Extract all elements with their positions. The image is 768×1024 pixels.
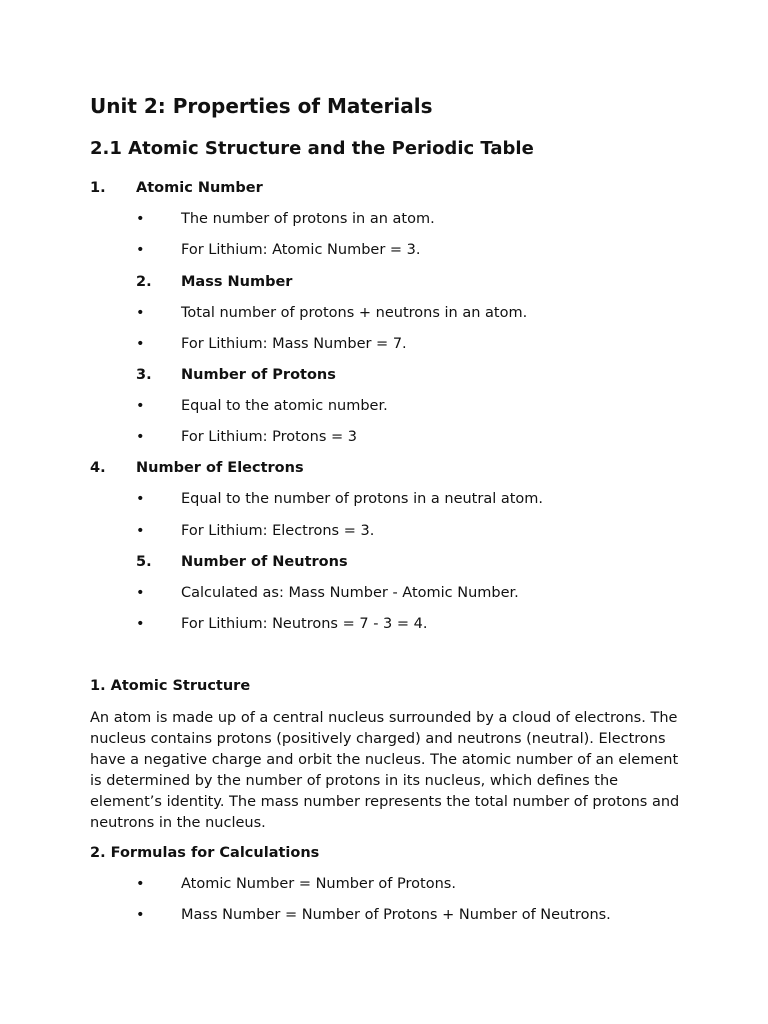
- bullet-icon: •: [136, 585, 145, 601]
- bullet-icon: •: [136, 242, 145, 258]
- item-label: Number of Protons: [181, 367, 336, 383]
- item-number: 2.: [136, 274, 152, 290]
- section-heading-atomic-structure: 1. Atomic Structure: [90, 678, 251, 694]
- bullet-icon: •: [136, 336, 145, 352]
- bullet-icon: •: [136, 523, 145, 539]
- bullet-icon: •: [136, 429, 145, 445]
- bullet-text: The number of protons in an atom.: [181, 211, 435, 227]
- bullet-icon: •: [136, 398, 145, 414]
- bullet-icon: •: [136, 616, 145, 632]
- item-number: 1.: [90, 180, 106, 196]
- bullet-text: Equal to the atomic number.: [181, 398, 388, 414]
- section-subtitle: 2.1 Atomic Structure and the Periodic Table: [90, 138, 534, 159]
- item-label: Number of Electrons: [136, 460, 304, 476]
- bullet-icon: •: [136, 305, 145, 321]
- item-label: Atomic Number: [136, 180, 263, 196]
- bullet-text: For Lithium: Protons = 3: [181, 429, 357, 445]
- page-title: Unit 2: Properties of Materials: [90, 94, 433, 118]
- atomic-structure-paragraph: An atom is made up of a central nucleus surrounded by a cloud of electrons. The nucleus contains protons (positively charged) and neutrons (neutral). Electrons have a negative charge and orbit the nucleus. The atomic number of an element is determined by the number of protons in its nucleus, which defines the element’s identity. The mass number represents the total number of protons and neutrons in the nucleus.: [90, 710, 680, 831]
- bullet-icon: •: [136, 491, 145, 507]
- item-number: 4.: [90, 460, 106, 476]
- bullet-text: Total number of protons + neutrons in an atom.: [181, 305, 528, 321]
- item-number: 5.: [136, 554, 152, 570]
- bullet-text: Calculated as: Mass Number - Atomic Number.: [181, 585, 519, 601]
- bullet-text: For Lithium: Neutrons = 7 - 3 = 4.: [181, 616, 428, 632]
- bullet-text: Mass Number = Number of Protons + Number of Neutrons.: [181, 907, 611, 923]
- bullet-icon: •: [136, 876, 145, 892]
- bullet-text: For Lithium: Atomic Number = 3.: [181, 242, 421, 258]
- item-label: Number of Neutrons: [181, 554, 348, 570]
- item-number: 3.: [136, 367, 152, 383]
- bullet-icon: •: [136, 907, 145, 923]
- bullet-text: Atomic Number = Number of Protons.: [181, 876, 456, 892]
- bullet-text: For Lithium: Electrons = 3.: [181, 523, 375, 539]
- bullet-text: Equal to the number of protons in a neutral atom.: [181, 491, 544, 507]
- section-heading-formulas: 2. Formulas for Calculations: [90, 845, 320, 861]
- bullet-icon: •: [136, 211, 145, 227]
- bullet-text: For Lithium: Mass Number = 7.: [181, 336, 407, 352]
- item-label: Mass Number: [181, 274, 293, 290]
